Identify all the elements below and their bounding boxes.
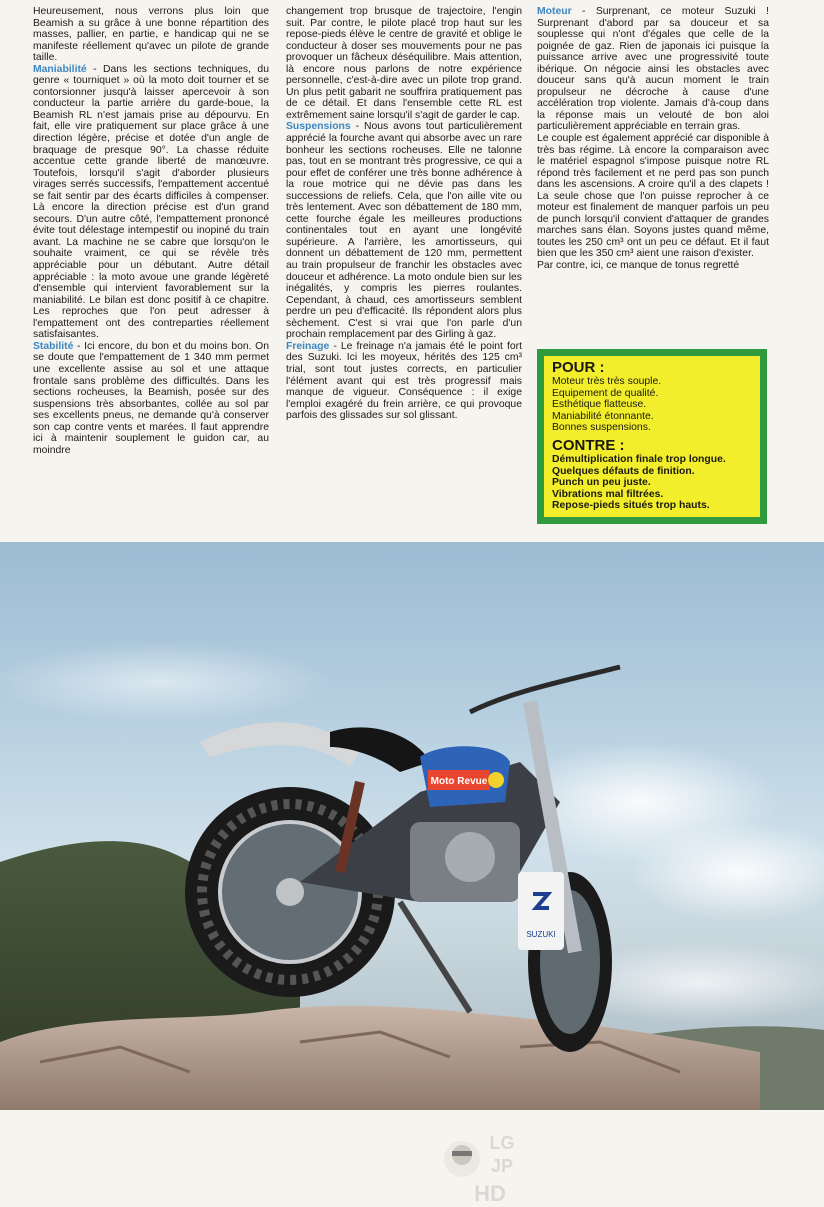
paragraph: Heureusement, nous verrons plus loin que Beamish a su grâce à une bonne répartition des masses, pallier, en partie, e handicap qui ne se manifeste réellement qu'avec un pilote de grande taille. [33, 6, 269, 64]
paragraph: changement trop brusque de trajectoire, l'engin suit. Par contre, le pilote placé trop haut sur les repose-pieds élève le centre de gravité et oblige le conducteur à doser ses mouvements pour ne pas provoquer un fâcheux déséquilibre. Mais attention, là encore nous parlons de notre expérience personnelle, c'est-à-dire avec un pilote trop grand. Un plus petit gabarit ne souffrira pratiquement pas de ce détail. Et dans l'ensemble cette RL est extrêmement saine lorsqu'il s'agit de garder le cap. [286, 6, 522, 121]
section-heading-maniabilite: Maniabilité [33, 63, 87, 75]
cloud [0, 642, 330, 722]
paragraph [33, 341, 269, 456]
handlebar [470, 667, 620, 712]
watermark-logo [440, 1127, 526, 1207]
motorcycle-photo [0, 542, 824, 1206]
paragraph: Le couple est également apprécié car disponible à très bas régime. Là encore la comparaison avec le matériel espagnol s'impose puisque notre RL répond très facilement et ne perd pas son punch dans les ascensions. A croire qu'il a des clapets ! La seule chose que l'on puisse reprocher à ce moteur est finalement de manquer parfois un peu de punch lorsqu'il convient d'attaquer de grandes marches sans élan. Soyons justes quand même, toutes les 250 cm³ ont un peu ce défaut. Et il faut bien que les 350 cm³ aient une raison d'exister. [537, 133, 769, 260]
paragraph-text: - Dans les sections techniques, du genre « tourniquet » où la moto doit tourner et se contorsionner jusqu'à laisser apercevoir à son conducteur la partie arrière du garde-boue, la Beamish RL n'est jamais prise au dépourvu. En fait, elle vire pratiquement sur place grâce à une direction légère, précise et dotée d'un angle de braquage de presque 90°. La chasse réduite accentue cette grande liberté de manœuvre. Toutefois, lorsqu'il s'agit d'aborder plusieurs virages serrés successifs, l'empattement accentué se fait sentir par des écarts difficiles à compenser. Là encore la direction précise est d'un grand secours. D'un autre côté, l'empattement prononcé évite tout délestage intempestif ou inopiné du train avant. La machine ne se cabre que lorsqu'on le souhaite vraiment, ce qui se révèle très appréciable pour un débutant. Autre détail appréciable : la moto avoue une grande légèreté d'ensemble qui intervient favorablement sur la maniabilité. Le bilan est donc positif à ce chapitre. Les reproches que l'on peut adresser à l'empattement ont des contreparties réellement satisfaisantes. [33, 63, 269, 341]
section-heading-freinage: Freinage [286, 340, 330, 352]
pour-item: Esthétique flatteuse. [552, 399, 647, 411]
pour-item: Maniabilité étonnante. [552, 410, 654, 422]
article-column-1 [33, 6, 269, 456]
engine-cover [445, 832, 495, 882]
contre-item: Repose-pieds situés trop hauts. [552, 500, 710, 512]
article-column-3 [537, 6, 769, 272]
tank-label: Moto Revue [430, 776, 488, 787]
svg-text:LG: LG [489, 1133, 515, 1153]
svg-text:JP: JP [490, 1156, 514, 1176]
contre-list [552, 454, 752, 512]
paragraph [286, 341, 522, 422]
paragraph [33, 64, 269, 341]
motorcycle-illustration [0, 542, 824, 1110]
tank-badge [488, 772, 504, 788]
contre-heading: CONTRE : [552, 436, 625, 454]
pour-list [552, 376, 752, 434]
verdict-box-inner [544, 356, 760, 517]
paragraph [537, 6, 769, 133]
section-heading-stabilite: Stabilité [33, 340, 74, 352]
paragraph-text: - Surprenant, ce moteur Suzuki ! Surprenant d'abord par sa douceur et sa souplesse qui n'ont d'égales que celle de la poignée de gaz. Rien de japonais ici puisque la puissance arrive avec une progressivité toute ibérique. On négocie ainsi les obstacles avec douceur sans qu'à aucun moment le train propulseur ne décroche à cause d'une accélération trop violente. Jamais d'à-coup dans la réponse mais un velouté de bon aloi particulièrement appréciable en terrain gras. [537, 6, 769, 133]
pour-item: Equipement de qualité. [552, 387, 659, 399]
paragraph [286, 121, 522, 340]
section-heading-moteur: Moteur [537, 6, 572, 17]
paragraph-text: - Ici encore, du bon et du moins bon. On se doute que l'empattement de 1 340 mm permet une excellente assise au sol et une attaque frontale sans problème des difficultés. Dans les sections rocheuses, la Beamish, posée sur des suspensions très absorbantes, collée au sol par ses excellents pneus, ne demande qu'à conserver son cap contre vents et marées. Il faut apprendre ici à maintenir souplement le guidon car, au moindre [33, 340, 269, 456]
watermark-icon [440, 1127, 526, 1207]
paragraph-text: - Le freinage n'a jamais été le point fort des Suzuki. Ici les moyeux, hérités des 125 cm³ trial, sont tout justes corrects, en particulier l'élément avant qui est très progressif mais manque de vigueur. Conséquence : il exige l'emploi exagéré du frein arrière, ce qui provoque parfois des glissades sur sol glissant. [286, 340, 522, 422]
pour-item: Moteur très très souple. [552, 376, 662, 387]
pour-heading: POUR : [552, 359, 605, 376]
paragraph-text: - Nous avons tout particulièrement apprécié la fourche avant qui absorbe avec un rare bonheur les sections rocheuses. Elle ne talonne pas, tout en se montrant très progressive, ce qui a pour effet de conférer une très bonne adhérence à la roue motrice qui ne dévie pas dans les successions de reliefs. Cela, que l'on aille vite ou très lentement. Avec son débattement de 180 mm, cette fourche égale les meilleures productions continentales tout en ayant une longévité supérieure. A l'arrière, les amortisseurs, qui donnent un débattement de 120 mm, permettent au train propulseur de franchir les obstacles avec douceur et adhérence. La moto ondule bien sur les inégalités, y compris les pierres roulantes. Cependant, à chaud, ces amortisseurs semblent perdre un peu d'efficacité. Ils répondent alors plus sèchement. C'est si vrai que l'on parle d'un prochain remplacement par des Girling à gaz. [286, 121, 522, 341]
contre-item: Quelques défauts de finition. [552, 465, 695, 477]
verdict-box [537, 349, 767, 524]
section-heading-suspensions: Suspensions [286, 121, 351, 133]
contre-item: Vibrations mal filtrées. [552, 488, 664, 500]
svg-text:HD: HD [474, 1181, 506, 1206]
paragraph: Par contre, ici, ce manque de tonus regretté [537, 260, 740, 272]
contre-item: Punch un peu juste. [552, 477, 651, 489]
contre-item: Démultiplication finale trop longue. [552, 453, 726, 465]
plate-label: SUZUKI [526, 930, 556, 939]
pour-item: Bonnes suspensions. [552, 422, 651, 434]
kickstand [400, 902, 470, 1012]
article-column-2 [286, 6, 522, 422]
